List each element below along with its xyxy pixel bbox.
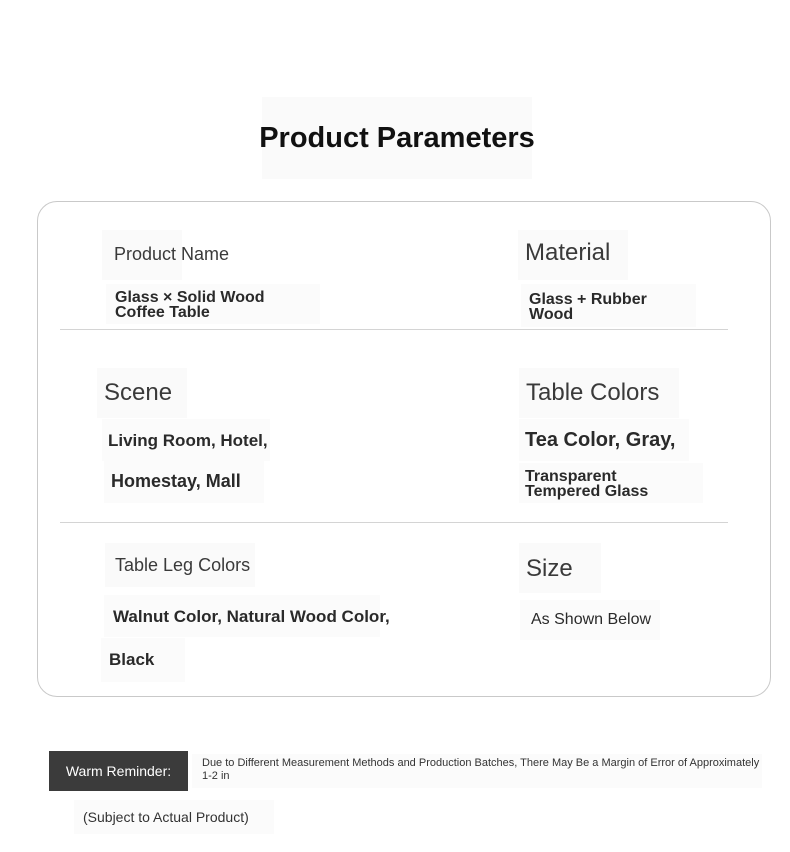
- size-label: Size: [519, 543, 601, 593]
- scene-value-line2: Homestay, Mall: [104, 461, 264, 503]
- scene-label: Scene: [97, 368, 187, 418]
- table-colors-value-line3: Tempered Glass: [525, 483, 649, 500]
- warm-reminder-text: Due to Different Measurement Methods and Production Batches, There May Be a Margin of Error of Approximately 1-2 in: [192, 754, 762, 788]
- page-title: Product Parameters: [262, 97, 532, 179]
- product-name-label: Product Name: [102, 230, 182, 280]
- table-leg-colors-value-line1: Walnut Color, Natural Wood Color,: [104, 595, 380, 637]
- table-colors-label: Table Colors: [519, 368, 679, 418]
- warm-reminder-note: (Subject to Actual Product): [74, 800, 274, 834]
- size-value: As Shown Below: [520, 600, 660, 640]
- product-name-value-line2: Coffee Table: [115, 304, 210, 321]
- material-value-line1: Glass + Rubber: [529, 291, 647, 308]
- table-leg-colors-label: Table Leg Colors: [105, 543, 255, 587]
- table-colors-value-line2: Transparent: [525, 468, 617, 485]
- table-leg-colors-value-line2: Black: [101, 638, 185, 682]
- product-name-value-line1: Glass × Solid Wood: [115, 289, 265, 306]
- row-divider-1: [60, 329, 728, 330]
- material-label: Material: [518, 230, 628, 280]
- table-colors-value-block: [519, 463, 703, 503]
- material-value-line2: Wood: [529, 306, 574, 323]
- product-name-value: [106, 284, 320, 324]
- scene-value-line1: Living Room, Hotel,: [102, 419, 270, 461]
- warm-reminder-badge: Warm Reminder:: [49, 751, 188, 791]
- row-divider-2: [60, 522, 728, 523]
- material-value: [521, 284, 696, 327]
- table-colors-value-line1: Tea Color, Gray,: [519, 419, 689, 461]
